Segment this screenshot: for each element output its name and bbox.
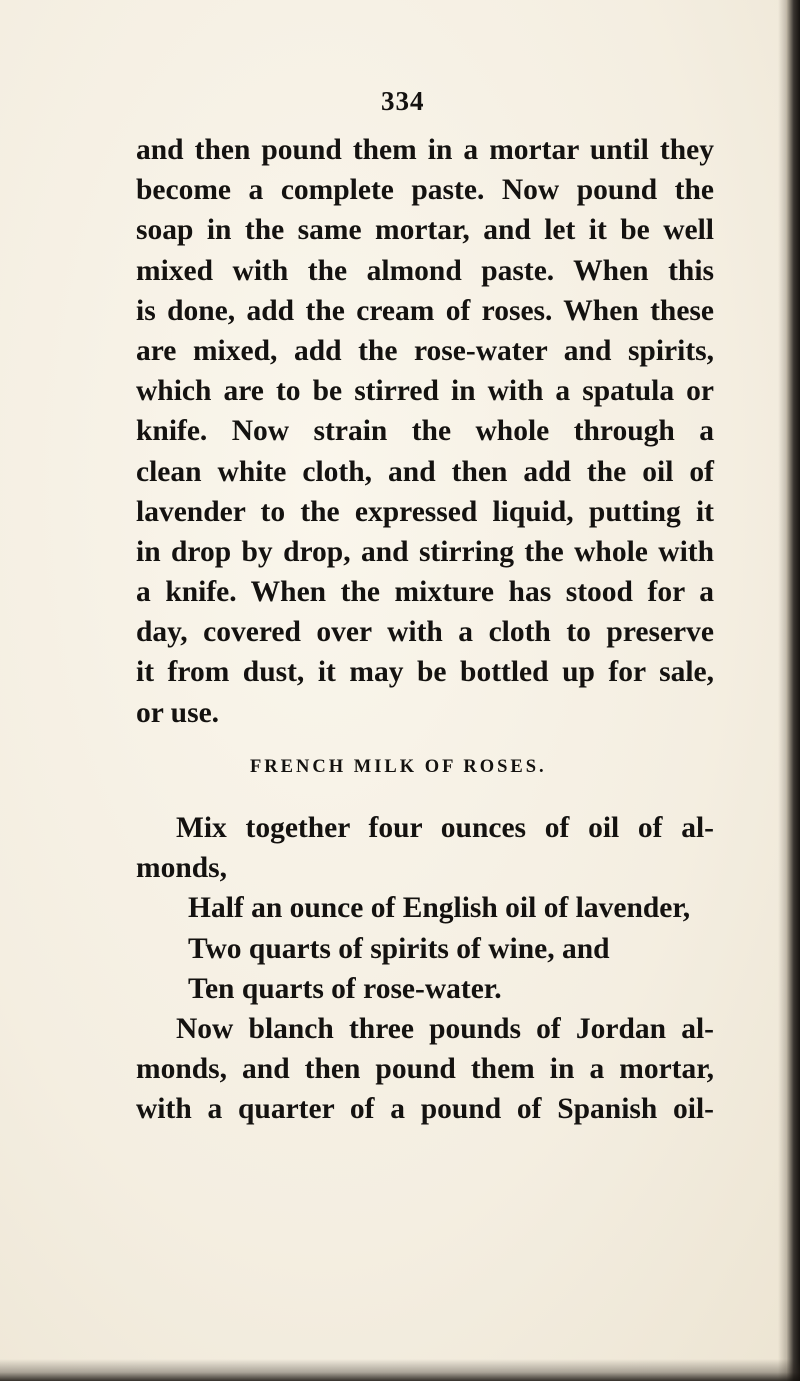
text-line: which are to be stirred in with a spatula or xyxy=(136,375,714,408)
instruction-line: Now blanch three pounds of Jordan al- xyxy=(176,1012,714,1045)
text-line: become a complete paste. Now pound the xyxy=(136,174,714,207)
ingredient-line: Mix together four ounces of oil of al- xyxy=(176,812,714,844)
text-line: or use. xyxy=(136,696,220,729)
text-line: is done, add the cream of roses. When these xyxy=(136,294,714,327)
page-bottom-edge xyxy=(0,1359,800,1381)
text-line: a knife. When the mixture has stood for a xyxy=(136,576,714,609)
text-line: it from dust, it may be bottled up for sale, xyxy=(136,656,714,689)
text-line: are mixed, add the rose-water and spirits, xyxy=(136,334,714,367)
text-line: lavender to the expressed liquid, putting it xyxy=(136,495,714,528)
text-line: and then pound them in a mortar until they xyxy=(136,134,714,166)
page-number: 334 xyxy=(381,86,425,116)
text-line: in drop by drop, and stirring the whole with xyxy=(136,535,714,568)
ingredient-line: Half an ounce of English oil of lavender, xyxy=(188,892,691,925)
paragraph-continued xyxy=(136,130,714,733)
text-line: clean white cloth, and then add the oil of xyxy=(136,455,714,488)
recipe-ingredients xyxy=(136,808,714,1130)
instruction-line: with a quarter of a pound of Spanish oil- xyxy=(136,1093,714,1126)
section-heading: FRENCH MILK OF ROSES. xyxy=(250,757,547,777)
page-edge xyxy=(786,0,800,1381)
page-gutter-shadow xyxy=(778,0,786,1381)
ingredient-line: monds, xyxy=(136,852,227,885)
text-line: mixed with the almond paste. When this xyxy=(136,254,714,287)
ingredient-line: Two quarts of spirits of wine, and xyxy=(188,932,610,965)
text-line: soap in the same mortar, and let it be well xyxy=(136,214,714,247)
text-line: knife. Now strain the whole through a xyxy=(136,415,714,448)
text-line: day, covered over with a cloth to preserve xyxy=(136,616,714,649)
ingredient-line: Ten quarts of rose-water. xyxy=(188,972,502,1005)
instruction-line: monds, and then pound them in a mortar, xyxy=(136,1053,714,1086)
